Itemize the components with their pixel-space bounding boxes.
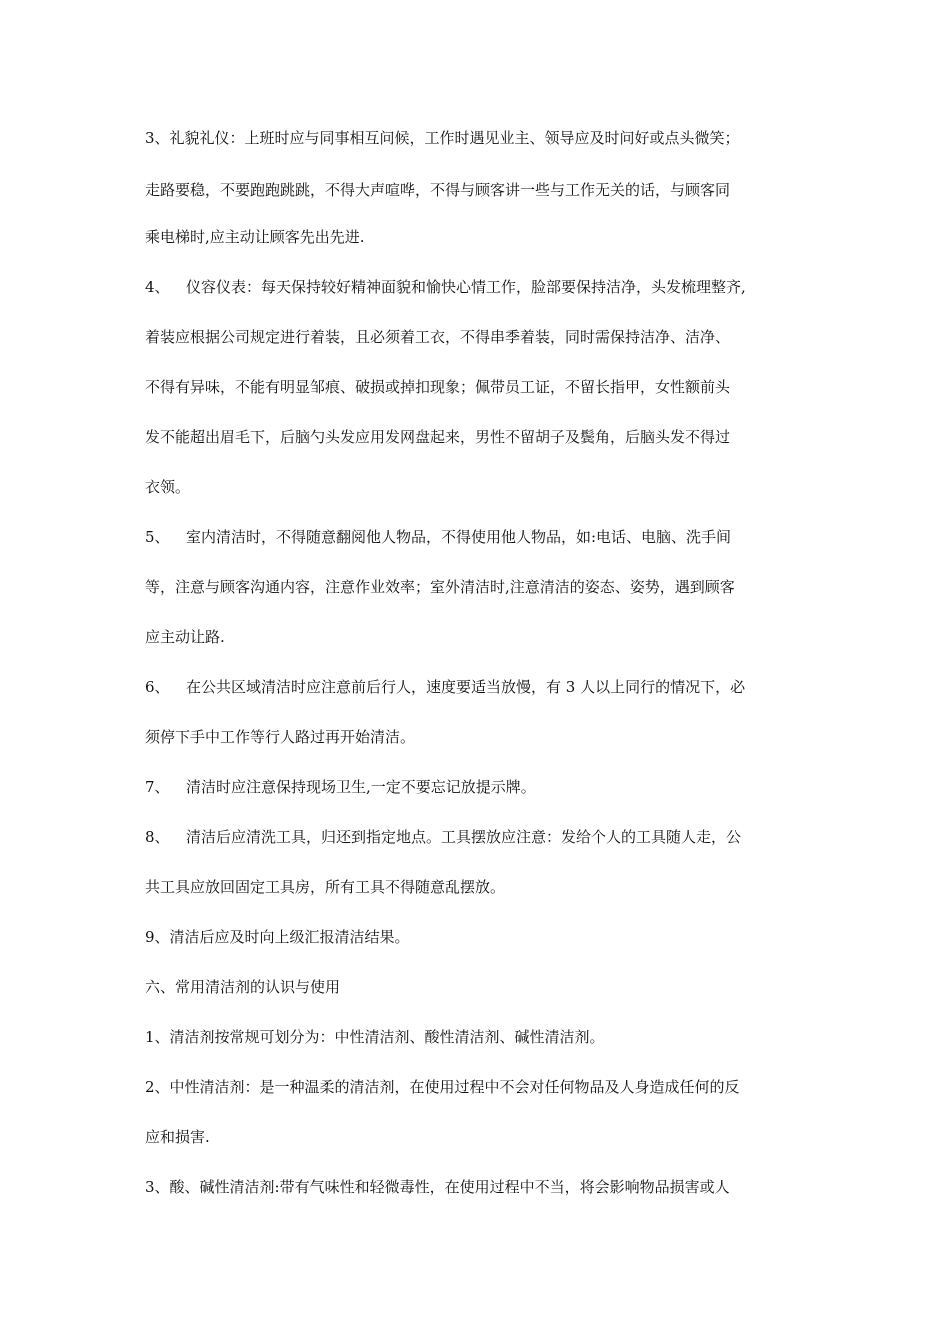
line-text: 中性清洁剂：是一种温柔的清洁剂，在使用过程中不会对任何物品及人身造成任何的反 [169, 1078, 740, 1096]
section-6-item-1 [145, 1027, 825, 1047]
section-6-item-2-line-2 [145, 1127, 825, 1147]
line-text: 共工具应放回固定工具房，所有工具不得随意乱摆放。 [145, 878, 506, 896]
line-text: 发不能超出眉毛下，后脑勺头发应用发网盘起来，男性不留胡子及鬓角，后脑头发不得过 [145, 428, 731, 446]
line-text: 应主动让路. [145, 628, 225, 646]
paragraph-3-line-3 [145, 227, 825, 247]
paragraph-6-line-1 [145, 677, 825, 697]
item-number: 2、 [145, 1078, 170, 1096]
item-number: 4、 [145, 278, 170, 296]
item-number: 6、 [145, 678, 170, 696]
line-text: 清洁剂按常规可划分为：中性清洁剂、酸性清洁剂、碱性清洁剂。 [169, 1028, 605, 1046]
paragraph-8-line-2 [145, 877, 825, 897]
paragraph-3-line-1 [145, 128, 825, 148]
section-6-item-2-line-1 [145, 1077, 825, 1097]
line-text: 不得有异味，不能有明显邹痕、破损或掉扣现象；佩带员工证，不留长指甲，女性额前头 [145, 378, 731, 396]
line-text: 等，注意与顾客沟通内容，注意作业效率；室外清洁时,注意清洁的姿态、姿势，遇到顾客 [145, 578, 735, 596]
line-text: 走路要稳，不要跑跑跳跳，不得大声喧哗，不得与顾客讲一些与工作无关的话，与顾客同 [145, 181, 731, 199]
paragraph-4-line-3 [145, 377, 825, 397]
item-number: 8、 [145, 828, 170, 846]
line-text: 清洁后应清洗工具，归还到指定地点。工具摆放应注意：发给个人的工具随人走，公 [186, 828, 742, 846]
paragraph-4-line-5 [145, 477, 825, 497]
line-text: 乘电梯时,应主动让顾客先出先进. [145, 228, 365, 246]
line-text: 室内清洁时，不得随意翻阅他人物品，不得使用他人物品，如:电话、电脑、洗手间 [186, 528, 732, 546]
line-text: 清洁时应注意保持现场卫生,一定不要忘记放提示牌。 [186, 778, 536, 796]
line-text: 衣领。 [145, 478, 191, 496]
section-number: 六、 [145, 978, 176, 996]
paragraph-4-line-2 [145, 327, 825, 347]
paragraph-4-line-1 [145, 277, 825, 297]
section-title: 常用清洁剂的认识与使用 [175, 978, 341, 996]
item-number: 3、 [145, 129, 170, 147]
paragraph-8-line-1 [145, 827, 825, 847]
section-6-item-3-line-1 [145, 1177, 825, 1197]
line-text: 酸、碱性清洁剂:带有气味性和轻微毒性，在使用过程中不当，将会影响物品损害或人 [169, 1178, 730, 1196]
paragraph-5-line-2 [145, 577, 825, 597]
paragraph-6-line-2 [145, 727, 825, 747]
section-6-heading [145, 977, 825, 997]
line-text: 应和损害. [145, 1128, 210, 1146]
paragraph-4-line-4 [145, 427, 825, 447]
line-text: 在公共区域清洁时应注意前后行人，速度要适当放慢，有 3 人以上同行的情况下，必 [186, 678, 746, 696]
item-number: 7、 [145, 778, 170, 796]
line-text: 着装应根据公司规定进行着装，且必须着工衣，不得串季着装，同时需保持洁净、洁净、 [145, 328, 731, 346]
item-number: 3、 [145, 1178, 170, 1196]
paragraph-3-line-2 [145, 180, 825, 200]
line-text: 须停下手中工作等行人路过再开始清洁。 [145, 728, 416, 746]
item-number: 5、 [145, 528, 170, 546]
paragraph-5-line-3 [145, 627, 825, 647]
item-number: 1、 [145, 1028, 170, 1046]
paragraph-5-line-1 [145, 527, 825, 547]
paragraph-7-line-1 [145, 777, 825, 797]
paragraph-9-line-1 [145, 927, 825, 947]
line-text: 礼貌礼仪：上班时应与同事相互问候，工作时遇见业主、领导应及时问好或点头微笑； [169, 129, 740, 147]
line-text: 仪容仪表：每天保持较好精神面貌和愉快心情工作，脸部要保持洁净，头发梳理整齐, [186, 278, 746, 296]
item-number: 9、 [145, 928, 170, 946]
line-text: 清洁后应及时向上级汇报清洁结果。 [169, 928, 410, 946]
